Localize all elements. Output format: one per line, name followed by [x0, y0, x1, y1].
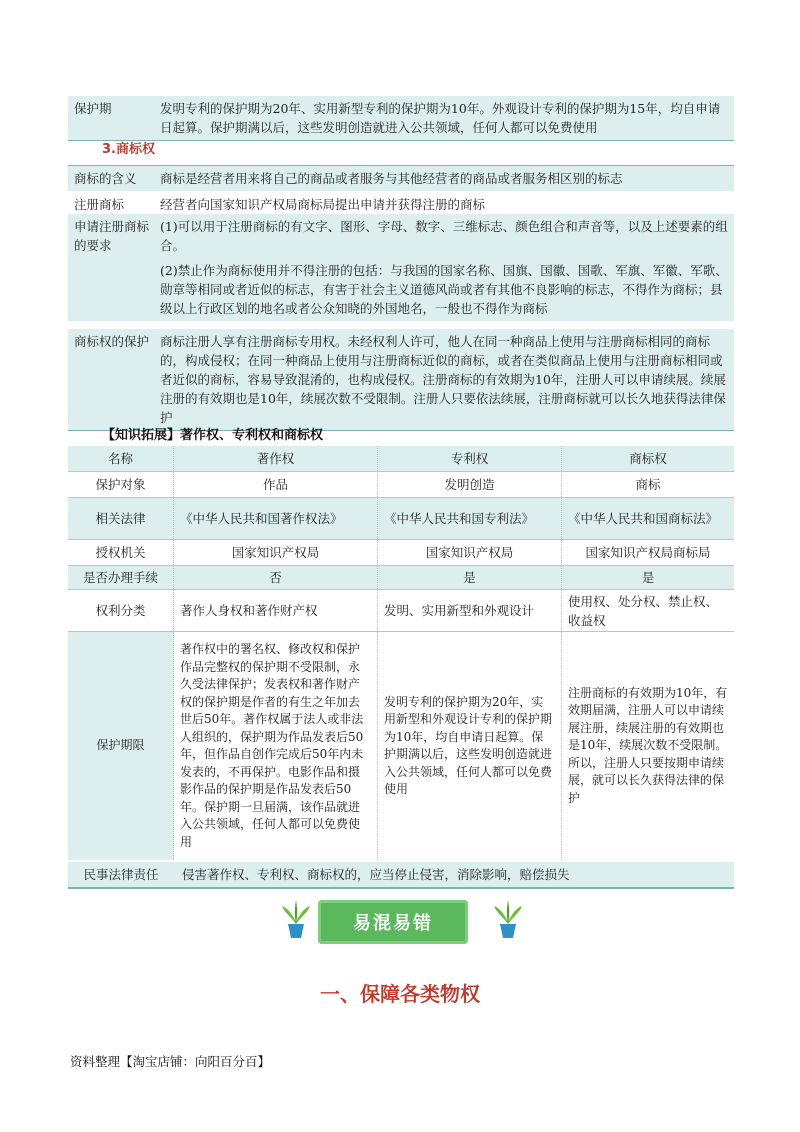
table-row: [68, 540, 734, 566]
civil-liability-value: 侵害著作权、专利权、商标权的，应当停止侵害，消除影响，赔偿损失: [182, 867, 570, 882]
row-label: 是否办理手续: [68, 566, 174, 589]
row-label: 注册商标: [74, 197, 125, 212]
cell: 国家知识产权局商标局: [585, 545, 711, 560]
row-label: 申请注册商标的要求: [74, 219, 150, 253]
easy-mistake-badge: 易混易错: [318, 900, 468, 944]
footer-note: 资料整理【淘宝店铺：向阳百分百】: [70, 1054, 271, 1069]
cell: 《中华人民共和国专利法》: [378, 498, 562, 539]
header-cell: 商标权: [629, 451, 667, 466]
header-cell: 名称: [68, 446, 174, 471]
cell: 作品: [174, 472, 378, 497]
row-value: 商标是经营者用来将自己的商品或者服务与其他经营者的商品或者服务相区别的标志: [160, 171, 623, 186]
extension-title: 【知识拓展】著作权、专利权和商标权: [102, 428, 324, 443]
civil-liability-label: 民事法律责任: [83, 867, 159, 882]
cell: 是: [378, 566, 562, 589]
header-cell: 专利权: [378, 446, 562, 471]
row-label: 商标权的保护: [74, 334, 150, 349]
row-value-2: (2)禁止作为商标使用并不得注册的包括：与我国的国家名称、国旗、国徽、国歌、军旗、军徽、军歌、勋章等相同或者近似的标志，有害于社会主义道德风尚或者有其他不良影响的标志，不得作为商标；县级以上行政区划的地名或者公众知晓的外国地名，一般也不得作为商标: [160, 263, 728, 316]
cell: 国家知识产权局: [378, 540, 562, 565]
row-value: 商标注册人享有注册商标专用权。未经权利人许可，他人在同一种商品上使用与注册商标相同的商标的，构成侵权；在同一种商品上使用与注册商标近似的商标，或者在类似商品上使用与注册商标相同或者近似的商标，容易导致混淆的，也构成侵权。注册商标的有效期为10年，注册人可以申请续展。续展注册的有效期也是10年，续展次数不受限制。注册人只要依法续展，注册商标就可以长久地获得法律保护: [160, 334, 726, 425]
comparison-table: [68, 446, 734, 860]
plant-icon: [280, 898, 312, 940]
trademark-row-meaning: [68, 165, 734, 191]
trademark-row-requirements: [68, 214, 734, 321]
row-label: 授权机关: [68, 540, 174, 565]
cell: 发明创造: [378, 472, 562, 497]
section-heading: 一、保障各类物权: [320, 982, 480, 1006]
cell: 著作人身权和著作财产权: [174, 590, 378, 631]
row-label: 保护对象: [68, 472, 174, 497]
cell: 发明、实用新型和外观设计: [378, 590, 562, 631]
table-header-row: [68, 446, 734, 472]
table-row: [68, 632, 734, 860]
table-row: [68, 590, 734, 632]
section-title: 3.商标权: [102, 142, 155, 157]
patent-term-value: 发明专利的保护期为20年、实用新型专利的保护期为10年。外观设计专利的保护期为15年，均自申请日起算。保护期满以后，这些发明创造就进入公共领域，任何人都可以免费使用: [160, 101, 721, 135]
cell: 《中华人民共和国商标法》: [568, 511, 719, 526]
table-row: [68, 472, 734, 498]
cell: 商标: [635, 477, 661, 492]
table-row: [68, 566, 734, 590]
cell: 国家知识产权局: [174, 540, 378, 565]
cell: 《中华人民共和国著作权法》: [174, 498, 378, 539]
patent-term-row: [68, 96, 734, 141]
cell: 著作权中的署名权、修改权和保护作品完整权的保护期不受限制，永久受法律保护；发表权和著作财产权的保护期是作者的有生之年加去世后50年。著作权属于法人或非法人组织的，保护期为作品发表后50年，但作品自创作完成后50年内未发表的，不再保护。电影作品和摄影作品的保护期是作品发表后50年。保护期一旦届满，该作品就进入公共领域，任何人都可以免费使用: [174, 632, 378, 860]
cell: 是: [641, 570, 655, 585]
row-label: 保护期限: [68, 632, 174, 860]
row-label: 相关法律: [68, 498, 174, 539]
table-row: [68, 498, 734, 540]
cell: 注册商标的有效期为10年，有效期届满，注册人可以申请续展注册，续展注册的有效期也是10年，续展次数不受限制。所以，注册人只要按期申请续展，就可以长久获得法律的保护: [562, 632, 734, 860]
row-label: 商标的含义: [74, 171, 137, 186]
header-cell: 著作权: [174, 446, 378, 471]
trademark-row-protection: [68, 328, 734, 431]
row-value: 经营者向国家知识产权局商标局提出申请并获得注册的商标: [160, 197, 486, 212]
row-label: 权利分类: [68, 590, 174, 631]
row-value-1: (1)可以用于注册商标的有文字、图形、字母、数字、三维标志、颜色组合和声音等，以及上述要素的组合。: [160, 219, 728, 253]
cell: 发明专利的保护期为20年，实用新型和外观设计专利的保护期为10年，均自申请日起算。保护期满以后，这些发明创造就进入公共领域，任何人都可以免费使用: [378, 632, 562, 860]
cell: 否: [174, 566, 378, 589]
patent-term-label: 保护期: [74, 101, 112, 116]
civil-liability-row: [68, 862, 734, 889]
plant-icon: [492, 898, 524, 940]
cell: 使用权、处分权、禁止权、收益权: [568, 593, 719, 628]
